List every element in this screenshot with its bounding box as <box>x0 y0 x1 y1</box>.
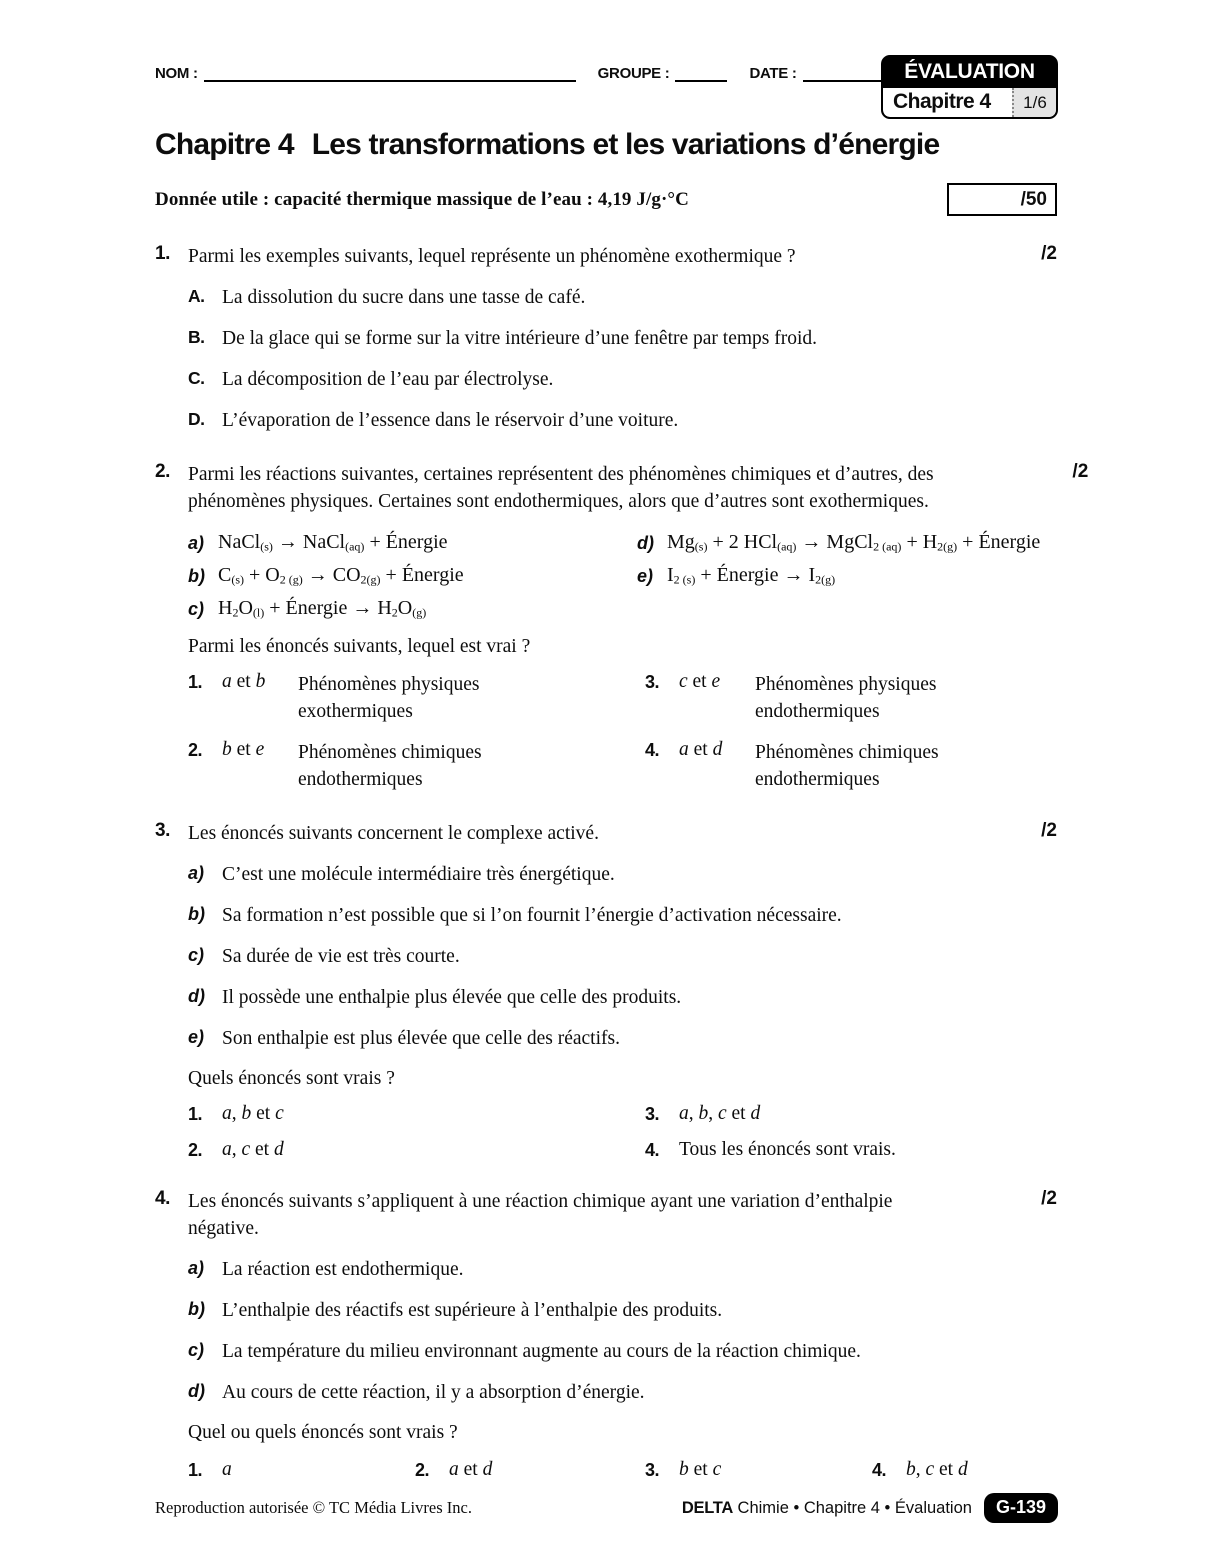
option-vars: Tous les énoncés sont vrais. <box>679 1139 896 1160</box>
statement-text: Son enthalpie est plus élevée que celle des réactifs. <box>222 1028 620 1049</box>
question-number: 4. <box>155 1188 170 1209</box>
equation-label: d) <box>637 533 654 553</box>
option-3 <box>645 1459 872 1481</box>
sub-question: Parmi les énoncés suivants, lequel est vrai ? <box>188 636 531 657</box>
equation-a <box>188 531 637 554</box>
option-vars: a, b, c et d <box>679 1103 761 1124</box>
equation-c <box>188 597 637 620</box>
question-3 <box>155 820 1057 1161</box>
choice-c <box>188 366 1009 393</box>
option-number: 4. <box>872 1460 887 1480</box>
equations-right <box>637 531 1040 620</box>
statement-text: C’est une molécule intermédiaire très énergétique. <box>222 864 615 885</box>
option-vars: a <box>222 1459 232 1480</box>
choice-a <box>188 284 1009 311</box>
answer-options <box>188 1103 1009 1161</box>
book-reference-rest: Chimie • Chapitre 4 • Évaluation <box>732 1498 972 1517</box>
statement-text: La température du milieu environnant augmente au cours de la réaction chimique. <box>222 1341 861 1362</box>
question-text: Parmi les exemples suivants, lequel représente un phénomène exothermique ? <box>188 246 796 267</box>
statement-label: a) <box>188 863 205 883</box>
evaluation-badge <box>881 55 1058 119</box>
answer-options <box>188 671 1040 793</box>
equation-e <box>637 564 1040 587</box>
question-points: /2 <box>1041 1188 1057 1209</box>
groupe-input-line[interactable] <box>675 65 727 82</box>
option-number: 4. <box>645 1140 660 1160</box>
equations <box>188 531 1040 620</box>
option-1 <box>188 1103 645 1125</box>
brand-name: DELTA <box>681 1498 733 1517</box>
option-number: 2. <box>415 1460 430 1480</box>
footer-right <box>682 1493 1058 1523</box>
statement-text: L’enthalpie des réactifs est supérieure à l’enthalpie des produits. <box>222 1300 723 1321</box>
evaluation-label: ÉVALUATION <box>883 57 1056 88</box>
statement-label: a) <box>188 1258 205 1278</box>
option-2 <box>188 1139 645 1161</box>
option-3 <box>645 671 1040 725</box>
nom-input-line[interactable] <box>204 65 576 82</box>
option-vars: b, c et d <box>906 1459 968 1480</box>
question-body <box>188 243 1009 434</box>
option-number: 3. <box>645 672 660 692</box>
answer-options <box>188 1459 1009 1481</box>
option-number: 4. <box>645 740 660 760</box>
question-number: 3. <box>155 820 170 841</box>
option-2 <box>188 739 645 793</box>
statement-label: c) <box>188 1340 205 1360</box>
book-reference <box>682 1499 972 1518</box>
statement-a <box>188 861 1009 888</box>
option-vars: a et d <box>449 1459 493 1480</box>
question-points: /2 <box>1072 461 1089 482</box>
choice-text: La décomposition de l’eau par électrolyse. <box>222 369 554 390</box>
statement-c <box>188 943 1009 970</box>
useful-data-text: Donnée utile : capacité thermique massique de l’eau : 4,19 J/g·°C <box>155 188 689 210</box>
equation-b <box>188 564 637 587</box>
footer <box>155 1493 1058 1523</box>
option-number: 3. <box>645 1104 660 1124</box>
option-4 <box>645 1139 1009 1161</box>
option-desc: Phénomènes chimiques endothermiques <box>298 742 482 790</box>
option-vars: a et d <box>679 739 723 760</box>
question-number: 1. <box>155 243 170 264</box>
nom-label: NOM : <box>155 65 198 82</box>
statement-text: Il possède une enthalpie plus élevée que celle des produits. <box>222 987 682 1008</box>
option-number: 1. <box>188 1104 203 1124</box>
title-prefix: Chapitre 4 <box>155 128 294 161</box>
question-points: /2 <box>1041 243 1057 264</box>
question-text: Parmi les réactions suivantes, certaines représentent des phénomènes chimiques et d’autres, des phénomènes physiques. Certaines sont endothermiques, alors que d’autres sont exothermiques. <box>188 464 934 512</box>
option-vars: a, b et c <box>222 1103 284 1124</box>
statement-d <box>188 984 1009 1011</box>
total-score-box[interactable] <box>947 183 1057 216</box>
chapter-strip <box>883 88 1056 117</box>
statement-e <box>188 1025 1009 1052</box>
page-code-badge: G-139 <box>984 1493 1058 1523</box>
choice-text: L’évaporation de l’essence dans le réservoir d’une voiture. <box>222 410 679 431</box>
question-4 <box>155 1188 1057 1481</box>
date-input-line[interactable] <box>803 65 891 82</box>
chapter-label: Chapitre 4 <box>893 90 991 113</box>
statement-text: La réaction est endothermique. <box>222 1259 464 1280</box>
equation-label: a) <box>188 533 205 553</box>
option-number: 2. <box>188 1140 203 1160</box>
option-vars: b et e <box>222 739 265 760</box>
choice-text: De la glace qui se forme sur la vitre intérieure d’une fenêtre par temps froid. <box>222 328 818 349</box>
option-number: 1. <box>188 1460 203 1480</box>
equation-formula: $Mg_{(s)} + 2$ HCl$_{(aq)}$ → MgCl$_{2 (aq)}$ + $H_{2(g)}$ + Énergie <box>667 531 1041 554</box>
question-text: Les énoncés suivants concernent le complexe activé. <box>188 823 599 844</box>
option-vars: c et e <box>679 671 721 692</box>
equation-label: b) <box>188 566 205 586</box>
question-body <box>188 461 1040 793</box>
choice-d <box>188 407 1009 434</box>
statement-label: d) <box>188 1381 205 1401</box>
option-desc: Phénomènes physiques exothermiques <box>298 674 480 722</box>
choice-letter: A. <box>188 286 205 306</box>
date-label: DATE : <box>749 65 797 82</box>
sub-question: Quels énoncés sont vrais ? <box>188 1068 395 1089</box>
statement-d <box>188 1379 1009 1406</box>
info-row <box>155 183 1057 216</box>
copyright-text: Reproduction autorisée © TC Média Livres Inc. <box>155 1498 472 1517</box>
statement-a <box>188 1256 1009 1283</box>
statement-text: Sa formation n’est possible que si l’on fournit l’énergie d’activation nécessaire. <box>222 905 842 926</box>
equation-label: c) <box>188 599 205 619</box>
equation-formula: $I_{2 (s)}$ + Énergie → $I_{2(g)}$ <box>667 564 836 587</box>
page-fraction-chip: 1/6 <box>1012 88 1056 117</box>
question-number: 2. <box>155 461 170 482</box>
groupe-label: GROUPE : <box>597 65 670 82</box>
option-number: 2. <box>188 740 203 760</box>
question-body <box>188 820 1009 1161</box>
question-points: /2 <box>1041 820 1057 841</box>
option-desc: Phénomènes chimiques endothermiques <box>755 742 939 790</box>
choice-text: La dissolution du sucre dans une tasse de café. <box>222 287 586 308</box>
page-title <box>155 128 1057 162</box>
statement-b <box>188 1297 1009 1324</box>
statement-label: b) <box>188 1299 205 1319</box>
equation-d <box>637 531 1040 554</box>
option-vars: a et b <box>222 671 266 692</box>
option-number: 3. <box>645 1460 660 1480</box>
question-text: Les énoncés suivants s’appliquent à une réaction chimique ayant une variation d’enthalpie négative. <box>188 1191 893 1239</box>
statement-label: c) <box>188 945 205 965</box>
statement-label: d) <box>188 986 205 1006</box>
equation-formula: $C_{(s)} + O_{2 (g)} \to CO_{2(g)}$ + Énergie <box>218 564 464 587</box>
title-main: Les transformations et les variations d’énergie <box>311 128 940 161</box>
total-points-label: /50 <box>1020 188 1047 210</box>
question-body <box>188 1188 1009 1481</box>
option-number: 1. <box>188 672 203 692</box>
equation-formula: $H_2O_{(l)}$ + Énergie → $H_2O_{(g)}$ <box>218 597 427 620</box>
statement-text: Au cours de cette réaction, il y a absorption d’énergie. <box>222 1382 645 1403</box>
option-desc: Phénomènes physiques endothermiques <box>755 674 937 722</box>
option-vars: b et c <box>679 1459 722 1480</box>
option-2 <box>415 1459 645 1481</box>
sub-question: Quel ou quels énoncés sont vrais ? <box>188 1422 458 1443</box>
option-vars: a, c et d <box>222 1139 284 1160</box>
choice-b <box>188 325 1009 352</box>
statement-b <box>188 902 1009 929</box>
statement-text: Sa durée de vie est très courte. <box>222 946 460 967</box>
choice-letter: D. <box>188 409 205 429</box>
option-3 <box>645 1103 1009 1125</box>
choice-letter: C. <box>188 368 205 388</box>
option-1 <box>188 671 645 725</box>
option-4 <box>645 739 1040 793</box>
option-4 <box>872 1459 1009 1481</box>
option-1 <box>188 1459 415 1481</box>
question-2 <box>155 461 1089 793</box>
equations-left <box>188 531 637 620</box>
statement-c <box>188 1338 1009 1365</box>
statement-label: b) <box>188 904 205 924</box>
equation-label: e) <box>637 566 654 586</box>
statement-label: e) <box>188 1027 205 1047</box>
choice-letter: B. <box>188 327 205 347</box>
question-1 <box>155 243 1057 434</box>
equation-formula: NaCl$_{(s)}$ → NaCl$_{(aq)}$ + Énergie <box>218 531 448 554</box>
